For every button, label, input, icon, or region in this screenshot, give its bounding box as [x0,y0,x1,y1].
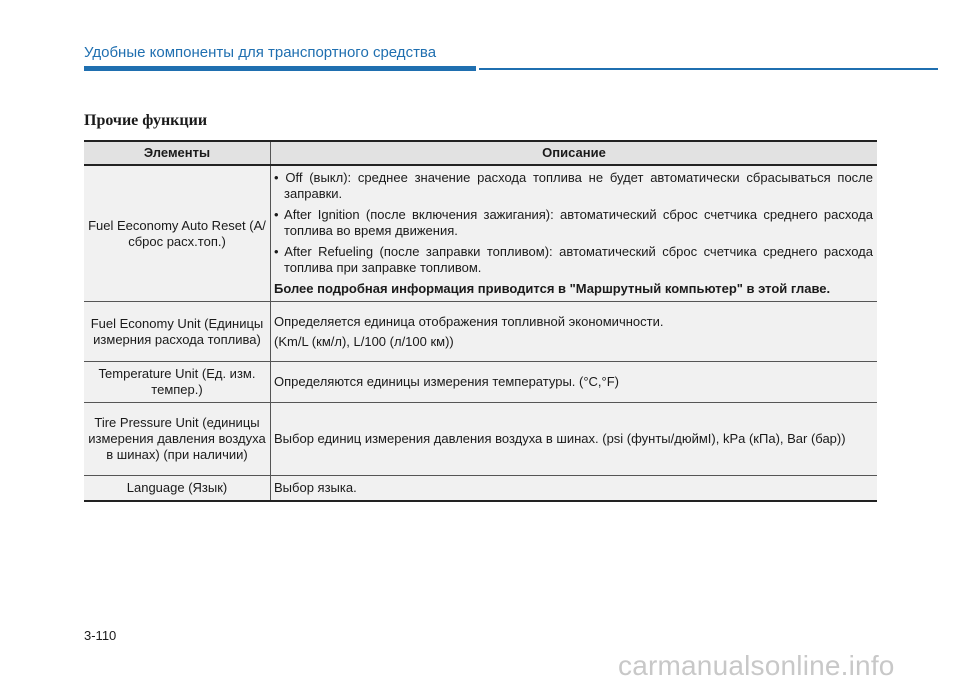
description-text: Определяется единица отображения топливной экономичности. [274,313,664,329]
description-cell [271,165,878,302]
description-cell [271,476,878,502]
description-cell [271,362,878,403]
bullet-item: • After Refueling (после заправки топливом): автоматический сброс счетчика среднего расхода топлива при заправке топливом. [274,244,873,275]
header-rule-thin [479,68,938,70]
description-text: Выбор языка. [274,480,357,495]
description-text: (Km/L (км/л), L/100 (л/100 км)) [274,333,454,349]
element-cell: Fuel Economy Unit (Единицы измерния расхода топлива) [84,302,271,362]
description-cell [271,403,878,476]
description-text: Определяются единицы измерения температуры. (°C,°F) [274,374,620,389]
table-row [84,362,877,403]
bullet-item: • Off (выкл): среднее значение расхода топлива не будет автоматически сбрасываться после заправки. [274,170,873,201]
features-table [84,140,877,502]
table-row [84,302,877,362]
bullet-item: • After Ignition (после включения зажигания): автоматический сброс счетчика среднего расхода топлива во время движения. [274,207,873,238]
column-header-elements: Элементы [84,141,271,165]
header-rule-thick [84,66,476,71]
description-text: Выбор единиц измерения давления воздуха в шинах. (psi (фунты/дюймI), kPa (кПа), Bar (бар)) [274,431,846,446]
page-number: 3-110 [84,628,117,643]
table-row [84,165,877,302]
section-header-title: Удобные компоненты для транспортного средства [84,44,437,61]
watermark-text: carmanualsonline.info [618,650,895,681]
element-cell: Language (Язык) [84,476,271,502]
note-text: Более подробная информация приводится в "Маршрутный компьютер" в этой главе. [274,281,831,296]
element-cell: Temperature Unit (Ед. изм. темпер.) [84,362,271,403]
element-cell: Tire Pressure Unit (единицы измерения давления воздуха в шинах) (при наличии) [84,403,271,476]
table-row [84,476,877,502]
table-row [84,403,877,476]
description-cell [271,302,878,362]
element-cell: Fuel Eeconomy Auto Reset (А/сброс расх.топ.) [84,165,271,302]
column-header-description: Описание [271,141,878,165]
table-header-row [84,141,877,165]
page-subtitle: Прочие функции [84,112,208,129]
